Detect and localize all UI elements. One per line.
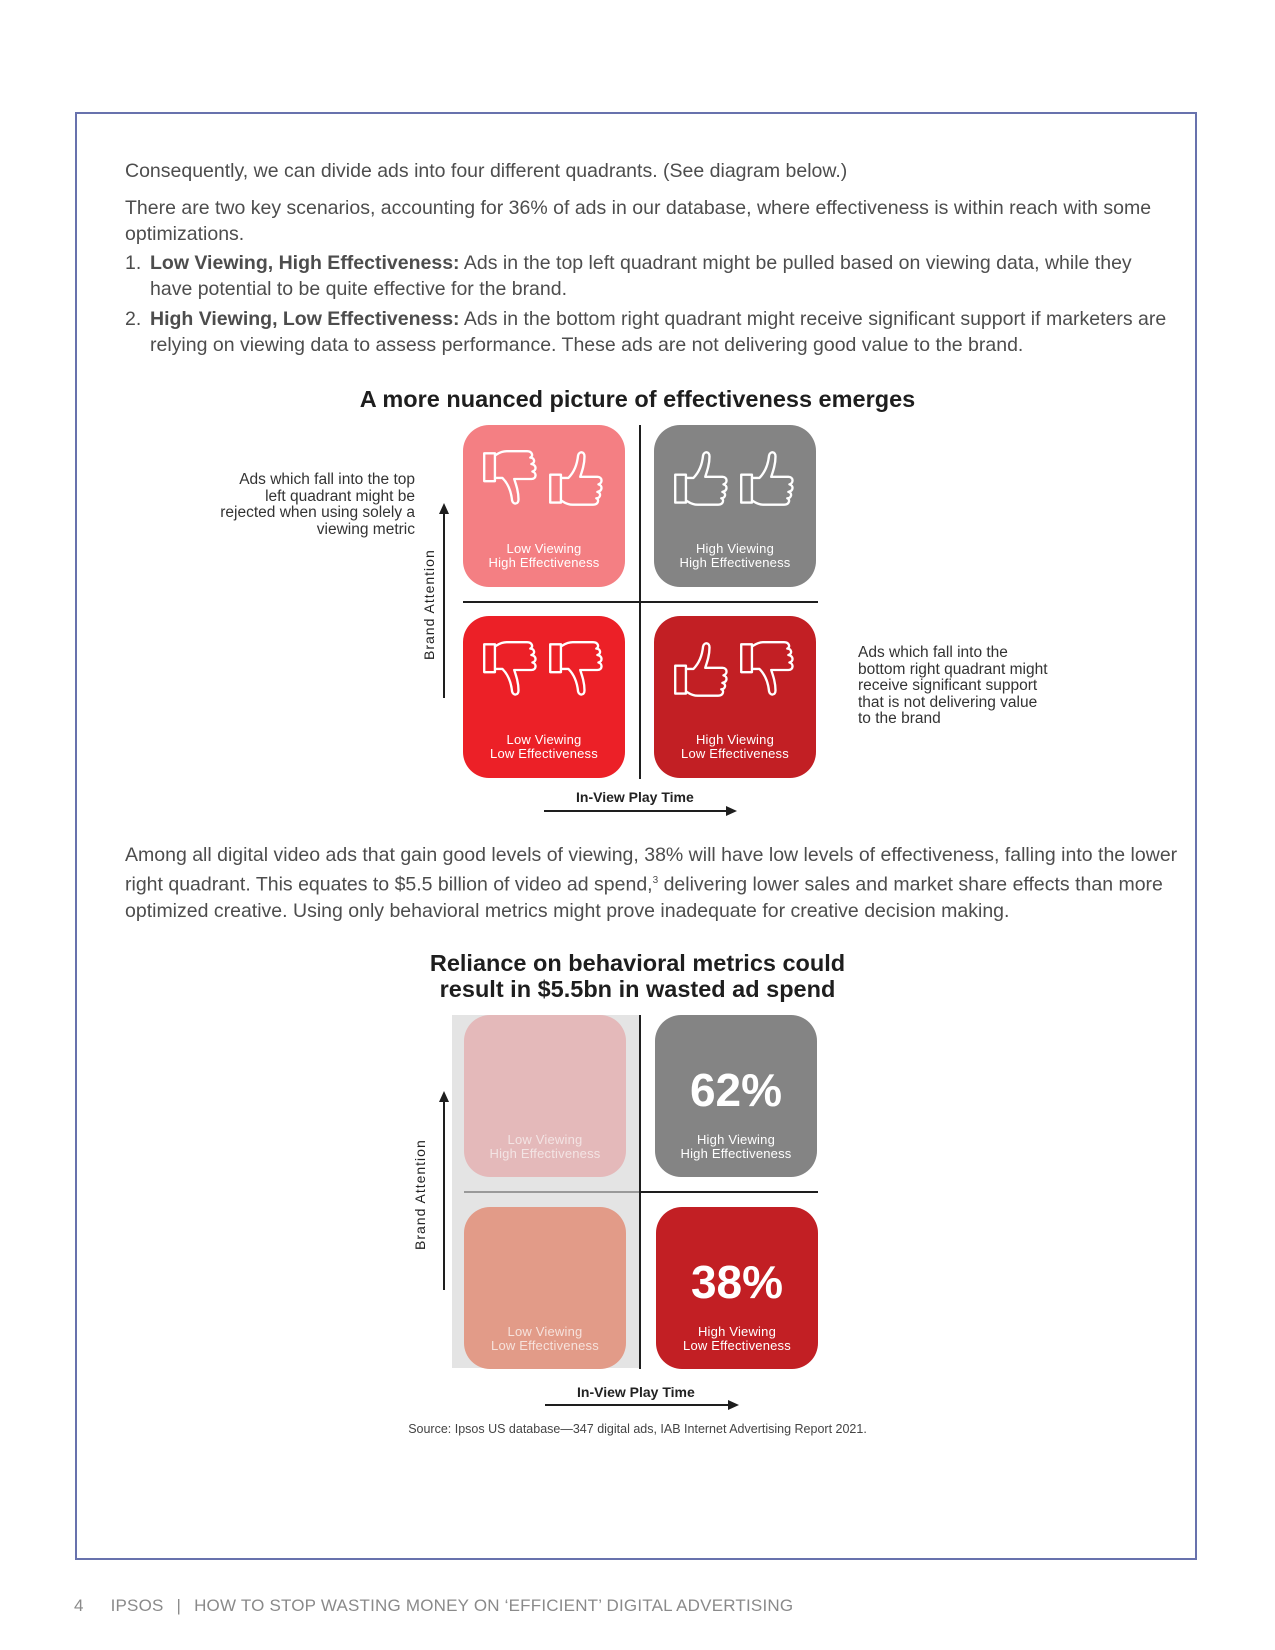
- list-item-heading: High Viewing, Low Effectiveness:: [150, 308, 460, 330]
- list-item-heading: Low Viewing, High Effectiveness:: [150, 252, 460, 274]
- footer-separator: |: [176, 1596, 182, 1615]
- quadrant-label-line-1: High Viewing: [696, 1132, 776, 1147]
- quadrant-divider-horizontal-left: [464, 1191, 639, 1193]
- y-axis-label: Brand Attention: [421, 549, 437, 660]
- quadrant-label-line-1: Low Viewing: [507, 1132, 583, 1147]
- x-axis-line: [544, 810, 729, 812]
- quadrant-label-line-2: Low Effectiveness: [490, 745, 598, 761]
- quadrant-label-line-1: High Viewing: [697, 1324, 777, 1339]
- x-axis-label: In-View Play Time: [577, 1384, 695, 1400]
- quadrant-label: [654, 733, 816, 760]
- thumbs-up-icon: [671, 640, 733, 700]
- y-axis-line: [443, 512, 445, 698]
- quadrant-label-line-2: Low Effectiveness: [683, 1337, 791, 1353]
- list-number: 2.: [125, 308, 142, 330]
- quadrant-high-viewing-low-effectiveness: [656, 1207, 818, 1369]
- icon-pair: [463, 449, 625, 514]
- y-axis-label: Brand Attention: [412, 1139, 428, 1250]
- quadrant-label-line-1: Low Viewing: [507, 1324, 583, 1339]
- body-text-a: Among all digital video ads that gain good levels of viewing, 38% will have low levels of effectiveness, falling into the lower right quadrant. This equates to $5.5 billion of video ad spend,: [125, 844, 1178, 896]
- x-axis-arrow-icon: [726, 805, 738, 817]
- thumbs-down-icon: [480, 640, 542, 700]
- y-axis-line: [443, 1100, 445, 1290]
- thumbs-up-icon: [671, 449, 733, 509]
- quadrant-percentage: 62%: [689, 1064, 783, 1116]
- source-note: Source: Ipsos US database—347 digital ads, IAB Internet Advertising Report 2021.: [408, 1422, 867, 1436]
- quadrant-low-viewing-low-effectiveness: [463, 616, 625, 778]
- quadrant-label-line-2: High Effectiveness: [488, 554, 600, 570]
- quadrant-label-line-1: Low Viewing: [506, 732, 582, 747]
- x-axis-arrow-icon: [728, 1399, 740, 1411]
- quadrant-label-line-2: Low Effectiveness: [681, 745, 789, 761]
- quadrant-label-line-1: Low Viewing: [506, 541, 582, 556]
- icon-pair: [463, 640, 625, 705]
- list-item-text: Ads in the top left quadrant might be pulled based on viewing data, while they have potential to be quite effective for the brand.: [150, 252, 1132, 300]
- quadrant-high-viewing-high-effectiveness: [654, 425, 816, 587]
- intro-paragraph-2: There are two key scenarios, accounting for 36% of ads in our database, where effectiveness is within reach with some optimizations.: [125, 197, 1152, 245]
- quadrant-label-line-2: High Effectiveness: [489, 1145, 601, 1161]
- intro-paragraph-1: Consequently, we can divide ads into four different quadrants. (See diagram below.): [125, 160, 848, 182]
- x-axis-label: In-View Play Time: [576, 789, 694, 805]
- thumbs-down-icon: [480, 449, 542, 509]
- quadrant-low-viewing-high-effectiveness: [463, 425, 625, 587]
- quadrant-label-line-1: High Viewing: [695, 541, 775, 556]
- quadrant-divider-horizontal: [463, 601, 818, 603]
- footer-title: HOW TO STOP WASTING MONEY ON ‘EFFICIENT’ DIGITAL ADVERTISING: [194, 1596, 794, 1615]
- quadrant-label: [463, 542, 625, 569]
- thumbs-up-icon: [737, 449, 799, 509]
- quadrant-label-line-2: High Effectiveness: [679, 554, 791, 570]
- footnote-ref[interactable]: 3: [652, 875, 659, 886]
- quadrant-high-viewing-high-effectiveness: [655, 1015, 817, 1177]
- y-axis-arrow-icon: [438, 1091, 450, 1103]
- icon-pair: [654, 449, 816, 514]
- quadrant-low-viewing-high-effectiveness: [464, 1015, 626, 1177]
- note-bottom-right: Ads which fall into the bottom right quadrant might receive significant support that is not delivering value to the brand: [858, 644, 1048, 727]
- quadrant-label: [656, 1325, 818, 1352]
- page-number: 4: [74, 1596, 84, 1615]
- quadrant-label-line-2: High Effectiveness: [680, 1145, 792, 1161]
- list-number: 1.: [125, 252, 142, 274]
- icon-pair: [654, 640, 816, 705]
- quadrant-label: [655, 1133, 817, 1160]
- thumbs-up-icon: [546, 449, 608, 509]
- quadrant-percentage: 38%: [690, 1256, 784, 1308]
- body-paragraph-2: [125, 842, 1185, 924]
- thumbs-down-icon: [737, 640, 799, 700]
- footer-brand: IPSOS: [110, 1596, 164, 1615]
- thumbs-down-icon: [546, 640, 608, 700]
- quadrant-label: [464, 1133, 626, 1160]
- quadrant-label-line-1: High Viewing: [695, 732, 775, 747]
- x-axis-line: [545, 1404, 731, 1406]
- diagram-2-title-line-2: result in $5.5bn in wasted ad spend: [439, 976, 836, 1002]
- quadrant-divider-horizontal-right: [640, 1191, 818, 1193]
- quadrant-low-viewing-low-effectiveness: [464, 1207, 626, 1369]
- diagram-1-title: A more nuanced picture of effectiveness emerges: [359, 386, 916, 412]
- body-text-b: delivering lower sales and market share effects than more optimized creative. Using only behavioral metrics might prove inadequate for creative decision making.: [125, 873, 1163, 922]
- y-axis-arrow-icon: [438, 503, 450, 515]
- list-item-text: Ads in the bottom right quadrant might receive significant support if marketers are relying on viewing data to assess performance. These ads are not delivering good value to the brand.: [150, 308, 1167, 356]
- quadrant-label: [654, 542, 816, 569]
- diagram-2-title-line-1: Reliance on behavioral metrics could: [429, 950, 846, 976]
- note-top-left: Ads which fall into the top left quadrant might be rejected when using solely a viewing metric: [220, 471, 415, 538]
- quadrant-label-line-2: Low Effectiveness: [491, 1337, 599, 1353]
- quadrant-label: [464, 1325, 626, 1352]
- quadrant-label: [463, 733, 625, 760]
- page-footer: [74, 1596, 793, 1616]
- quadrant-high-viewing-low-effectiveness: [654, 616, 816, 778]
